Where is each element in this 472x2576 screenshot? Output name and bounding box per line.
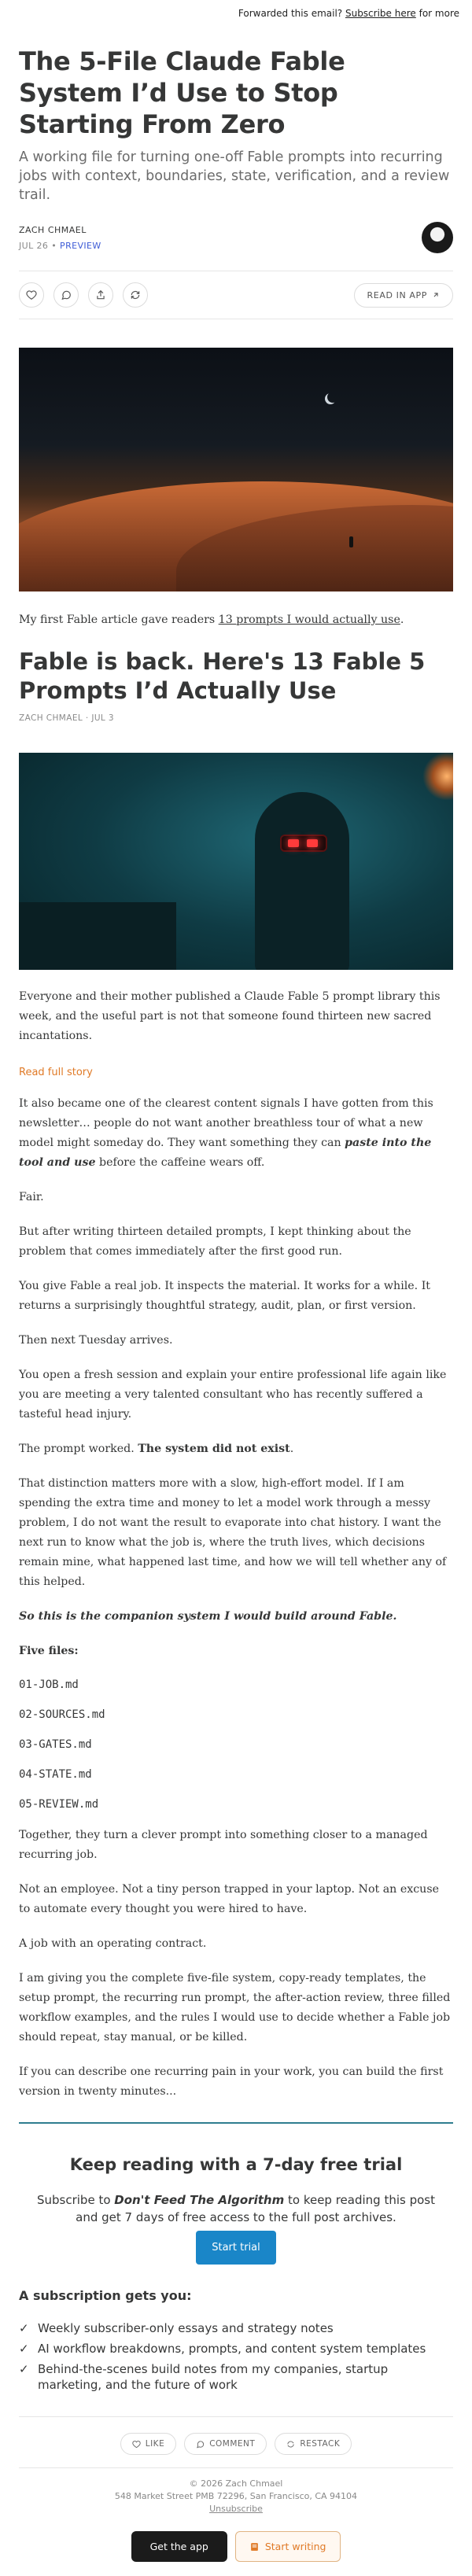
- author-name[interactable]: ZACH CHMAEL: [19, 224, 87, 235]
- heart-icon[interactable]: [19, 282, 44, 308]
- heart-icon: [132, 2440, 141, 2449]
- p7-bold: The system did not exist: [138, 1443, 290, 1455]
- paragraph-1: [19, 1094, 453, 1173]
- visor-light-right: [307, 839, 318, 847]
- benefit-text: Weekly subscriber-only essays and strategy notes: [38, 2321, 334, 2335]
- footer-actions: [19, 2416, 453, 2455]
- paywall-title: Keep reading with a 7-day free trial: [69, 2155, 403, 2174]
- paragraph-14: I am giving you the complete five-file system, copy-ready templates, the setup prompt, the recurring run prompt, the after-action review, three filled workflow examples, and the rules I would use to decide whether a Fable job should repeat, stay manual, or be killed.: [19, 1972, 451, 2043]
- benefit-text: Behind-the-scenes build notes from my companies, startup marketing, and the future of work: [38, 2362, 389, 2392]
- file-name: 02-SOURCES.md: [19, 1708, 105, 1721]
- copyright: © 2026 Zach Chmael: [189, 2478, 283, 2489]
- document-icon: [250, 2542, 259, 2552]
- file-name: 03-GATES.md: [19, 1738, 92, 1751]
- visor-light-left: [288, 839, 299, 847]
- share-icon[interactable]: [88, 282, 113, 308]
- paragraph-3: But after writing thirteen detailed prompts, I kept thinking about the problem that comes immediately after the first good run.: [19, 1225, 411, 1258]
- list-item: [19, 2341, 453, 2357]
- bottom-buttons: [0, 2531, 472, 2562]
- paywall-text-end: to keep reading this post and get 7 days of free access to the full post archives.: [76, 2193, 435, 2224]
- start-trial-button[interactable]: Start trial: [196, 2231, 276, 2265]
- paragraph-11: Together, they turn a clever prompt into something closer to a managed recurring job.: [19, 1829, 428, 1861]
- embed-meta: ZACH CHMAEL · JUL 3: [19, 713, 114, 723]
- post-date: JUL 26: [19, 240, 49, 251]
- p1-emphasis: paste into the tool and use: [19, 1137, 432, 1169]
- restack-icon[interactable]: [123, 282, 148, 308]
- like-button[interactable]: [120, 2433, 176, 2455]
- paragraph-13: A job with an operating contract.: [19, 1937, 207, 1950]
- read-in-app-button[interactable]: [354, 283, 453, 308]
- checkmark-icon: ✓: [19, 2342, 29, 2356]
- paragraph-8: That distinction matters more with a slow, high-effort model. If I am spending the extra time and money to let a model work through a messy problem, I do not want the result to evaporate into chat history. I want the next run to know what the job is, where the truth lives, which decisions remain mine, what happened last time, and how we will tell whether any of this helped.: [19, 1477, 447, 1588]
- paywall-text: [31, 2191, 441, 2226]
- benefits-title: A subscription gets you:: [19, 2288, 192, 2303]
- vr-visor: [280, 835, 327, 852]
- arrow-up-right-icon: [432, 291, 440, 299]
- byline: [19, 222, 453, 253]
- checkmark-icon: ✓: [19, 2321, 29, 2335]
- paragraph-6: You open a fresh session and explain your entire professional life again like you are meeting a very talented consultant who has recently suffered a tasteful head injury.: [19, 1369, 447, 1421]
- embed-image[interactable]: [19, 753, 453, 970]
- p1-end: before the caffeine wears off.: [95, 1156, 265, 1169]
- lamp-glow: [422, 753, 453, 800]
- preview-label: PREVIEW: [60, 240, 101, 251]
- unsubscribe-link[interactable]: Unsubscribe: [209, 2504, 263, 2514]
- paragraph-12: Not an employee. Not a tiny person trapped in your laptop. Not an excuse to automate every thought you were hired to have.: [19, 1883, 439, 1915]
- list-item: [19, 2361, 453, 2393]
- embed-title[interactable]: Fable is back. Here's 13 Fable 5 Prompts I’d Actually Use: [19, 648, 426, 704]
- comment-label: COMMENT: [209, 2439, 256, 2449]
- file-name: 01-JOB.md: [19, 1679, 79, 1691]
- restack-label: RESTACK: [300, 2439, 341, 2449]
- paragraph-7: [19, 1439, 453, 1459]
- p9-emphasis: So this is the companion system I would build around Fable.: [19, 1610, 397, 1623]
- list-item: [19, 2320, 453, 2336]
- file-name: 05-REVIEW.md: [19, 1798, 99, 1811]
- start-writing-label: Start writing: [264, 2541, 326, 2552]
- lone-figure: [349, 536, 353, 547]
- paywall: [19, 2122, 453, 2265]
- file-name: 04-STATE.md: [19, 1768, 92, 1781]
- publication-name: Don't Feed The Algorithm: [114, 2193, 285, 2207]
- post-subtitle: A working file for turning one-off Fable prompts into recurring jobs with context, boundaries, state, verification, and a review trail.: [19, 149, 450, 203]
- embed-excerpt: Everyone and their mother published a Claude Fable 5 prompt library this week, and the useful part is not that someone found thirteen new sacred incantations.: [19, 990, 441, 1042]
- comment-button[interactable]: [184, 2433, 267, 2455]
- meta-dot: •: [51, 240, 57, 251]
- forwarded-prefix: Forwarded this email?: [238, 8, 345, 19]
- benefit-text: AI workflow breakdowns, prompts, and content system templates: [38, 2342, 426, 2356]
- paragraph-10: [19, 1642, 453, 1661]
- author-avatar[interactable]: [422, 222, 453, 253]
- post-title[interactable]: The 5-File Claude Fable System I’d Use to Stop Starting From Zero: [19, 46, 345, 139]
- checkmark-icon: ✓: [19, 2362, 29, 2376]
- post-header: [0, 19, 472, 308]
- footer-fineprint: [19, 2467, 453, 2515]
- post-meta: [19, 241, 101, 251]
- comment-icon: [196, 2440, 205, 2449]
- paywall-text-start: Subscribe to: [36, 2193, 115, 2207]
- paragraph-5: Then next Tuesday arrives.: [19, 1334, 173, 1347]
- forwarded-suffix: for more: [415, 8, 459, 19]
- read-in-app-label: READ IN APP: [367, 289, 427, 300]
- post-body: [0, 610, 472, 2102]
- post-actions: [19, 271, 453, 308]
- p10-bold: Five files:: [19, 1645, 79, 1657]
- mailing-address: 548 Market Street PMB 72296, San Francisco, CA 94104: [114, 2491, 358, 2501]
- paragraph-4: You give Fable a real job. It inspects the material. It works for a while. It returns a surprisingly thoughtful strategy, audit, plan, or first version.: [19, 1280, 430, 1312]
- paragraph-9: [19, 1607, 453, 1627]
- restack-icon: [286, 2440, 295, 2449]
- get-the-app-button[interactable]: Get the app: [131, 2531, 227, 2562]
- desk-shape: [19, 902, 176, 970]
- like-label: LIKE: [145, 2439, 165, 2449]
- subscribe-link[interactable]: Subscribe here: [345, 8, 416, 19]
- prompts-article-link[interactable]: 13 prompts I would actually use: [218, 614, 400, 626]
- restack-button[interactable]: [275, 2433, 352, 2455]
- intro-paragraph: [19, 610, 453, 630]
- hero-image[interactable]: [19, 348, 453, 591]
- read-full-story-link[interactable]: Read full story: [19, 1067, 93, 1078]
- person-silhouette: [255, 792, 349, 970]
- forwarded-banner: [0, 0, 472, 19]
- subscription-benefits: [0, 2288, 472, 2393]
- paragraph-15: If you can describe one recurring pain in your work, you can build the first version in twenty minutes...: [19, 2066, 444, 2098]
- intro-end: .: [400, 614, 404, 626]
- p7-end: .: [289, 1443, 294, 1455]
- moon-shape: [327, 392, 338, 403]
- comment-icon[interactable]: [53, 282, 79, 308]
- paragraph-2: Fair.: [19, 1191, 44, 1203]
- intro-text: My first Fable article gave readers: [19, 614, 219, 626]
- start-writing-button[interactable]: [235, 2531, 341, 2562]
- p1-text: It also became one of the clearest content signals I have gotten from this newsletter… people do not want another breathless tour of what a new model might someday do. They want something they can: [19, 1097, 433, 1149]
- p7-text: The prompt worked.: [19, 1443, 138, 1455]
